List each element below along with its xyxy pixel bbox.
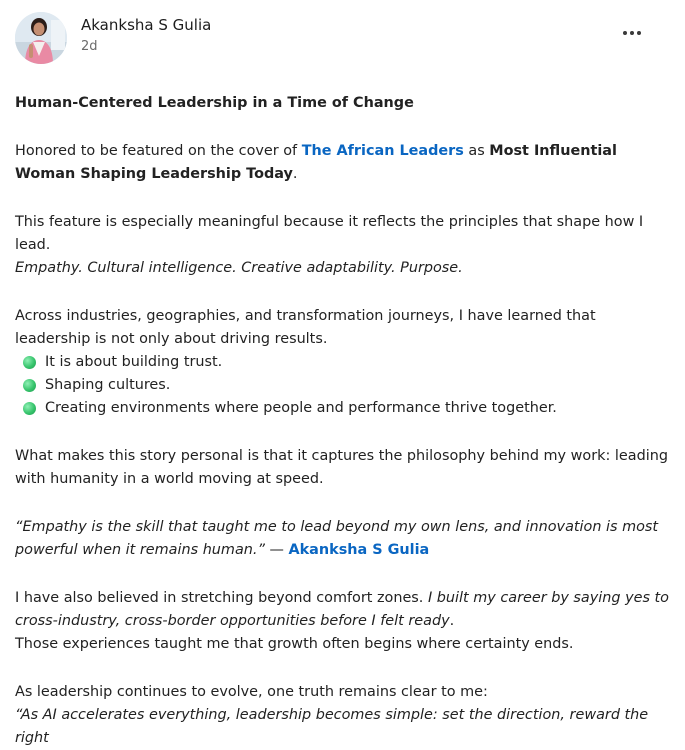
post-header bbox=[15, 12, 675, 66]
paragraph-across-industries: Across industries, geographies, and transformation journeys, I have learned that leadership is not only about driving results. bbox=[15, 308, 596, 347]
more-horizontal-icon bbox=[623, 31, 627, 35]
paragraph-comfort-zones: I have also believed in stretching beyond comfort zones. I built my career by saying yes to cross-industry, cross-border opportunities before I felt ready. bbox=[15, 590, 669, 629]
avatar[interactable] bbox=[15, 12, 67, 64]
profile-photo-icon bbox=[15, 12, 67, 64]
post-title: Human-Centered Leadership in a Time of Change bbox=[15, 95, 414, 111]
more-options-button[interactable] bbox=[617, 22, 647, 44]
green-circle-icon bbox=[23, 379, 36, 392]
paragraph-growth: Those experiences taught me that growth often begins where certainty ends. bbox=[15, 636, 574, 652]
green-circle-icon bbox=[23, 402, 36, 415]
post-timestamp: 2d bbox=[81, 39, 98, 54]
paragraph-personal: What makes this story personal is that it captures the philosophy behind my work: leading with humanity in a world moving at speed. bbox=[15, 448, 668, 487]
paragraph-principles: Empathy. Cultural intelligence. Creative adaptability. Purpose. bbox=[15, 260, 463, 276]
more-horizontal-icon bbox=[637, 31, 641, 35]
quote-empathy: “Empathy is the skill that taught me to lead beyond my own lens, and innovation is most powerful when it remains human.” — Akanksha S Gulia bbox=[15, 519, 659, 558]
author-name[interactable]: Akanksha S Gulia bbox=[81, 16, 212, 34]
paragraph-evolve: As leadership continues to evolve, one truth remains clear to me: bbox=[15, 684, 488, 700]
bold-title: Most Influential Woman Shaping Leadership Today bbox=[15, 143, 617, 182]
post-body bbox=[15, 92, 675, 750]
paragraph-honored: Honored to be featured on the cover of The African Leaders as Most Influential Woman Shaping Leadership Today. bbox=[15, 143, 617, 182]
link-the-african-leaders[interactable]: The African Leaders bbox=[301, 143, 464, 159]
green-circle-icon bbox=[23, 356, 36, 369]
list-item: Shaping cultures. bbox=[15, 374, 675, 397]
quote-ai: “As AI accelerates everything, leadership becomes simple: set the direction, reward the right bbox=[15, 707, 649, 746]
link-author-mention[interactable]: Akanksha S Gulia bbox=[288, 542, 430, 558]
paragraph-feature: This feature is especially meaningful because it reflects the principles that shape how I lead. bbox=[15, 214, 644, 253]
more-horizontal-icon bbox=[630, 31, 634, 35]
list-item: Creating environments where people and performance thrive together. bbox=[15, 397, 675, 420]
list-item: It is about building trust. bbox=[15, 351, 675, 374]
